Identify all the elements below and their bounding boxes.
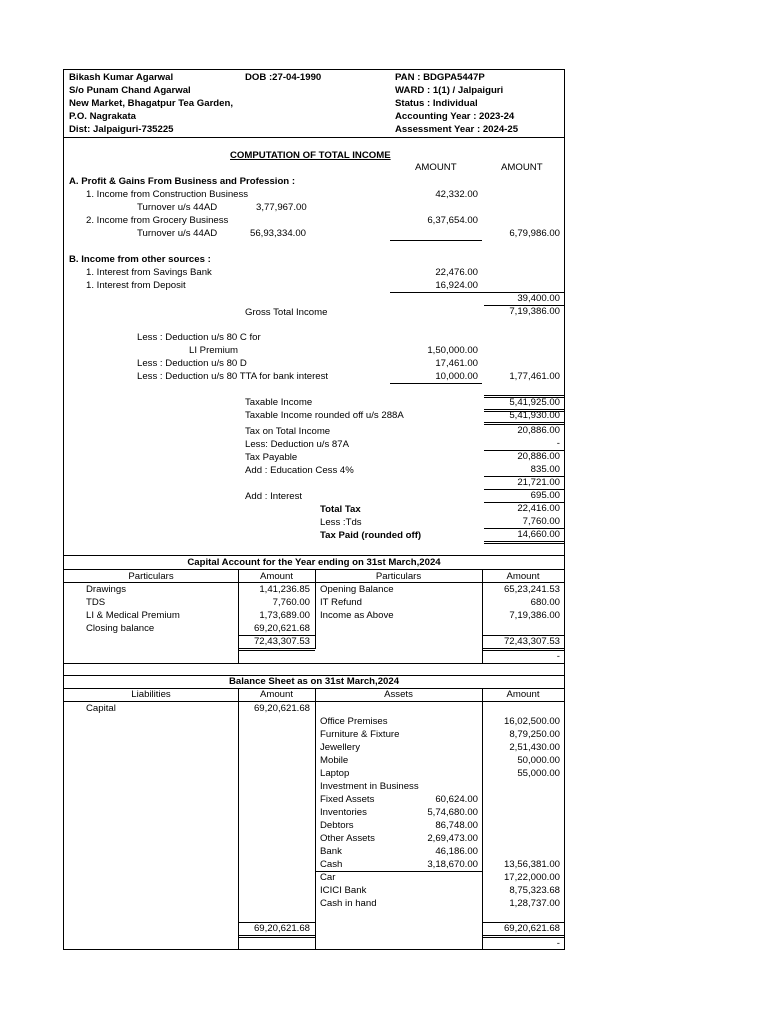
income-grocery-label: 2. Income from Grocery Business bbox=[86, 215, 229, 226]
tax-on-total-income: 20,886.00 bbox=[517, 425, 560, 436]
tax-paid: 14,660.00 bbox=[517, 529, 560, 540]
turnover-amount: 3,77,967.00 bbox=[256, 202, 307, 213]
capital-left-label: Closing balance bbox=[86, 623, 155, 634]
accounting-year: Accounting Year : 2023-24 bbox=[395, 111, 515, 122]
income-grocery-amount: 6,37,654.00 bbox=[427, 215, 478, 226]
capital-header-amount-left: Amount bbox=[259, 571, 294, 582]
capital-left-label: Drawings bbox=[86, 584, 126, 595]
investment-item-amount: 86,748.00 bbox=[435, 820, 478, 831]
deduction-80c-label: Less : Deduction u/s 80 C for bbox=[137, 332, 261, 343]
rule bbox=[315, 688, 316, 950]
rule bbox=[484, 541, 564, 544]
asset-label: Mobile bbox=[320, 755, 349, 766]
gross-total-income: 7,19,386.00 bbox=[509, 306, 560, 317]
dob: DOB :27-04-1990 bbox=[245, 72, 322, 83]
turnover-amount: 56,93,334.00 bbox=[250, 228, 307, 239]
rule bbox=[482, 688, 483, 950]
header-divider bbox=[64, 137, 564, 138]
asset-label: Laptop bbox=[320, 768, 350, 779]
investment-item-amount: 2,69,473.00 bbox=[427, 833, 478, 844]
other-income-total: 39,400.00 bbox=[517, 293, 560, 304]
total-tax-label: Total Tax bbox=[320, 504, 361, 515]
liability-capital-label: Capital bbox=[86, 703, 116, 714]
asset-amount: 8,79,250.00 bbox=[509, 729, 560, 740]
investment-item-amount: 5,74,680.00 bbox=[427, 807, 478, 818]
amount-column-header-1: AMOUNT bbox=[415, 162, 457, 173]
rule bbox=[238, 935, 315, 938]
asset-label: Office Premises bbox=[320, 716, 388, 727]
asset-amount: 17,22,000.00 bbox=[503, 872, 560, 883]
business-income-total: 6,79,986.00 bbox=[509, 228, 560, 239]
rule bbox=[390, 240, 482, 241]
capital-right-amount: 7,19,386.00 bbox=[509, 610, 560, 621]
gross-total-income-label: Gross Total Income bbox=[245, 307, 328, 318]
interest-savings-amount: 22,476.00 bbox=[435, 267, 478, 278]
tax-paid-label: Tax Paid (rounded off) bbox=[320, 530, 422, 541]
investment-item-amount: 60,624.00 bbox=[435, 794, 478, 805]
balance-header-amount-right: Amount bbox=[506, 689, 540, 700]
investment-item-label: Cash bbox=[320, 859, 343, 870]
investment-item-amount: 46,186.00 bbox=[435, 846, 478, 857]
rule bbox=[64, 555, 564, 556]
taxable-income-rounded-label: Taxable Income rounded off u/s 288A bbox=[245, 410, 404, 421]
investment-item-label: Other Assets bbox=[320, 833, 375, 844]
rule bbox=[238, 688, 239, 950]
deduction-80tta-amount: 10,000.00 bbox=[435, 371, 478, 382]
address-line-2: P.O. Nagrakata bbox=[69, 111, 137, 122]
section-a-heading: A. Profit & Gains From Business and Profession : bbox=[69, 176, 296, 187]
capital-left-label: LI & Medical Premium bbox=[86, 610, 180, 621]
asset-label: Jewellery bbox=[320, 742, 360, 753]
asset-amount: 1,28,737.00 bbox=[509, 898, 560, 909]
capital-header-amount-right: Amount bbox=[506, 571, 540, 582]
liability-capital-amount: 69,20,621.68 bbox=[253, 703, 310, 714]
assessment-year: Assessment Year : 2024-25 bbox=[395, 124, 519, 135]
investment-item-amount: 3,18,670.00 bbox=[427, 859, 478, 870]
capital-account-title: Capital Account for the Year ending on 31st March,2024 bbox=[187, 557, 441, 568]
capital-total-left: 72,43,307.53 bbox=[253, 636, 310, 647]
taxpayer-name: Bikash Kumar Agarwal bbox=[69, 72, 174, 83]
taxable-income-label: Taxable Income bbox=[245, 397, 313, 408]
deduction-80c-amount: 1,50,000.00 bbox=[427, 345, 478, 356]
interest-deposit-amount: 16,924.00 bbox=[435, 280, 478, 291]
balance-difference: - bbox=[556, 938, 560, 949]
asset-label: ICICI Bank bbox=[320, 885, 367, 896]
li-premium-label: LI Premium bbox=[189, 345, 239, 356]
balance-header-assets: Assets bbox=[384, 689, 413, 700]
deduction-80d-amount: 17,461.00 bbox=[435, 358, 478, 369]
rule bbox=[64, 701, 564, 702]
capital-left-amount: 1,73,689.00 bbox=[259, 610, 310, 621]
rule bbox=[238, 648, 315, 651]
turnover-label: Turnover u/s 44AD bbox=[137, 228, 218, 239]
education-cess: 835.00 bbox=[530, 464, 560, 475]
section-b-heading: B. Income from other sources : bbox=[69, 254, 211, 265]
investment-item-label: Fixed Assets bbox=[320, 794, 375, 805]
taxable-income-rounded: 5,41,930.00 bbox=[509, 410, 560, 421]
capital-left-amount: 1,41,236.85 bbox=[259, 584, 310, 595]
balance-header-liabilities: Liabilities bbox=[131, 689, 171, 700]
asset-label: Furniture & Fixture bbox=[320, 729, 400, 740]
balance-header-amount-left: Amount bbox=[259, 689, 294, 700]
asset-amount: 55,000.00 bbox=[517, 768, 560, 779]
tax-payable: 20,886.00 bbox=[517, 451, 560, 462]
capital-total-right: 72,43,307.53 bbox=[503, 636, 560, 647]
investment-item-label: Inventories bbox=[320, 807, 367, 818]
rule bbox=[64, 569, 564, 570]
investment-total: 13,56,381.00 bbox=[503, 859, 560, 870]
interest-amount: 695.00 bbox=[530, 490, 560, 501]
interest-deposit-label: 1. Interest from Deposit bbox=[86, 280, 186, 291]
deduction-80d-label: Less : Deduction u/s 80 D bbox=[137, 358, 247, 369]
asset-amount: 2,51,430.00 bbox=[509, 742, 560, 753]
asset-amount: 8,75,323.68 bbox=[509, 885, 560, 896]
capital-left-amount: 7,760.00 bbox=[272, 597, 310, 608]
capital-left-label: TDS bbox=[86, 597, 106, 608]
address-line-3: Dist: Jalpaiguri-735225 bbox=[69, 124, 174, 135]
tds-amount: 7,760.00 bbox=[522, 516, 560, 527]
tax-payable-label: Tax Payable bbox=[245, 452, 298, 463]
asset-amount: 50,000.00 bbox=[517, 755, 560, 766]
investment-in-business-label: Investment in Business bbox=[320, 781, 419, 792]
address-line-1: New Market, Bhagatpur Tea Garden, bbox=[69, 98, 234, 109]
interest-label: Add : Interest bbox=[245, 491, 303, 502]
investment-item-label: Debtors bbox=[320, 820, 354, 831]
tax-subtotal: 21,721.00 bbox=[517, 477, 560, 488]
balance-total-right: 69,20,621.68 bbox=[503, 923, 560, 934]
father-name: S/o Punam Chand Agarwal bbox=[69, 85, 191, 96]
ward: WARD : 1(1) / Jalpaiguri bbox=[395, 85, 504, 96]
capital-right-amount: 65,23,241.53 bbox=[503, 584, 560, 595]
investment-item-label: Bank bbox=[320, 846, 342, 857]
capital-right-label: IT Refund bbox=[320, 597, 362, 608]
capital-header-particulars-right: Particulars bbox=[375, 571, 422, 582]
capital-right-amount: 680.00 bbox=[530, 597, 560, 608]
tax-on-total-income-label: Tax on Total Income bbox=[245, 426, 331, 437]
income-construction-label: 1. Income from Construction Business bbox=[86, 189, 249, 200]
taxable-income: 5,41,925.00 bbox=[509, 397, 560, 408]
rule bbox=[64, 663, 564, 664]
capital-difference: - bbox=[556, 651, 560, 662]
deduction-80tta-label: Less : Deduction u/s 80 TTA for bank interest bbox=[137, 371, 329, 382]
income-construction-amount: 42,332.00 bbox=[435, 189, 478, 200]
asset-label: Cash in hand bbox=[320, 898, 377, 909]
capital-right-label: Opening Balance bbox=[320, 584, 394, 595]
interest-savings-label: 1. Interest from Savings Bank bbox=[86, 267, 212, 278]
rule bbox=[315, 871, 482, 872]
rebate-87a-label: Less: Deduction u/s 87A bbox=[245, 439, 349, 450]
amount-column-header-2: AMOUNT bbox=[501, 162, 543, 173]
status: Status : Individual bbox=[395, 98, 478, 109]
pan: PAN : BDGPA5447P bbox=[395, 72, 485, 83]
total-tax: 22,416.00 bbox=[517, 503, 560, 514]
tds-label: Less :Tds bbox=[320, 517, 362, 528]
computation-title: COMPUTATION OF TOTAL INCOME bbox=[230, 150, 391, 161]
balance-sheet-title: Balance Sheet as on 31st March,2024 bbox=[228, 676, 400, 687]
education-cess-label: Add : Education Cess 4% bbox=[245, 465, 354, 476]
document-sheet bbox=[63, 69, 565, 950]
capital-right-label: Income as Above bbox=[320, 610, 394, 621]
asset-amount: 16,02,500.00 bbox=[503, 716, 560, 727]
balance-total-left: 69,20,621.68 bbox=[253, 923, 310, 934]
total-deductions: 1,77,461.00 bbox=[509, 371, 560, 382]
turnover-label: Turnover u/s 44AD bbox=[137, 202, 218, 213]
rule bbox=[390, 383, 482, 384]
rule bbox=[64, 582, 564, 583]
capital-left-amount: 69,20,621.68 bbox=[253, 623, 310, 634]
capital-header-particulars-left: Particulars bbox=[128, 571, 174, 582]
asset-label: Car bbox=[320, 872, 336, 883]
rebate-87a: - bbox=[556, 438, 560, 449]
